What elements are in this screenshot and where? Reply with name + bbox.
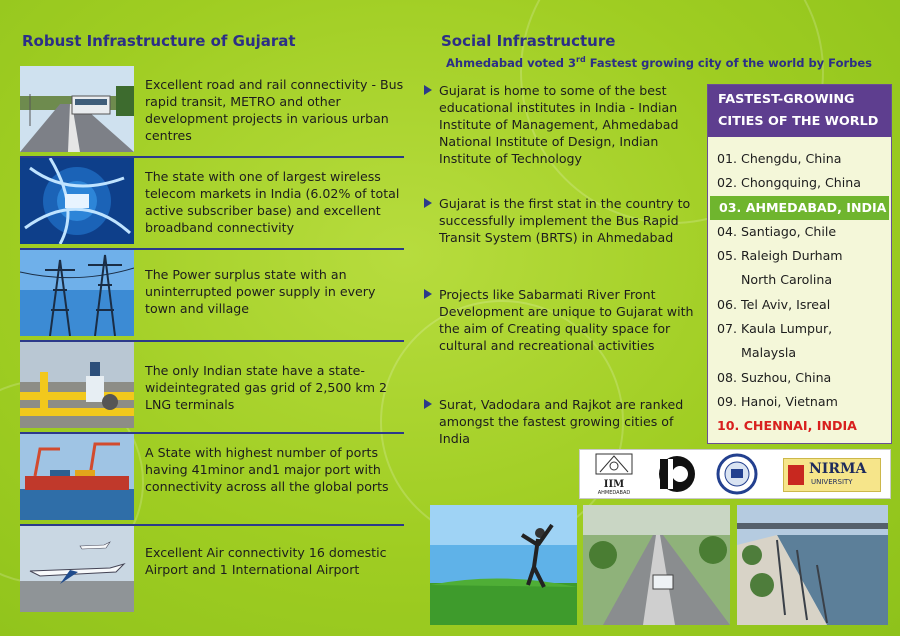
infra-text-ports: A State with highest number of ports having 41minor and1 major port with connectivity across all the global ports — [145, 445, 389, 494]
infra-text-telecom: The state with one of largest wireless telecom markets in India (6.02% of total active subscriber base) and excellent broadband connectivity — [145, 169, 400, 235]
city-item: Malaysla — [741, 345, 797, 361]
airplane-photo — [20, 526, 134, 612]
infra-row-gas — [20, 342, 404, 434]
city-item-red: 10. CHENNAI, INDIA — [717, 418, 857, 434]
infra-text-power: The Power surplus state with an uninterrupted power supply in every town and village — [145, 267, 376, 316]
city-item: 04. Santiago, Chile — [717, 223, 837, 239]
golfer-photo — [430, 505, 577, 625]
power-tower-photo — [20, 250, 134, 336]
infra-row-air — [20, 526, 404, 616]
arrow-icon — [424, 85, 432, 95]
arrow-icon — [424, 198, 432, 208]
fastest-growing-cities-panel — [707, 84, 892, 444]
infra-row-road — [20, 66, 404, 158]
brts-road-photo — [583, 505, 730, 625]
port-cranes-photo — [20, 434, 134, 520]
panel-heading: FASTEST-GROWING CITIES OF THE WORLD — [708, 85, 891, 137]
city-item: 06. Tel Aviv, Isreal — [717, 296, 831, 312]
city-item: 01. Chengdu, China — [717, 151, 842, 166]
arrow-icon — [424, 399, 432, 409]
highway-bus-photo — [20, 66, 134, 152]
forbes-subtitle: Ahmedabad voted 3rd Fastest growing city of the world by Forbes — [446, 55, 873, 70]
bullet-education: Gujarat is home to some of the best educational institutes in India - Indian Institute of Management, Ahmedabad National Institute of Design, Indian Institute of Technology — [424, 82, 694, 167]
city-item: 07. Kaula Lumpur, — [717, 321, 833, 337]
bullet-cities: Surat, Vadodara and Rajkot are ranked amongst the fastest growing cities of India — [424, 396, 694, 447]
gas-pipeline-photo — [20, 342, 134, 428]
bullet-riverfront: Projects like Sabarmati River Front Development are unique to Gujarat with the aim of Creating quality space for cultural and recreational activities — [424, 286, 694, 354]
network-cables-photo — [20, 158, 134, 244]
infra-text-air: Excellent Air connectivity 16 domestic Airport and 1 International Airport — [145, 545, 387, 577]
left-section-title: Robust Infrastructure of Gujarat — [22, 32, 296, 50]
city-item-highlight: 03. AHMEDABAD, INDIA — [710, 196, 889, 220]
university-seal-logo — [716, 453, 758, 495]
city-item: 09. Hanoi, Vietnam — [717, 393, 838, 409]
infra-row-ports — [20, 434, 404, 526]
right-section-title: Social Infrastructure — [441, 32, 616, 50]
riverfront-photo — [737, 505, 888, 625]
city-item: 08. Suzhou, China — [717, 369, 832, 385]
city-item: North Carolina — [741, 272, 833, 288]
infra-text-gas: The only Indian state have a state-wideintegrated gas grid of 2,500 km 2 LNG terminals — [145, 363, 387, 412]
nirma-logo: NIRMA UNIVERSITY — [783, 458, 881, 492]
city-item: 02. Chongquing, China — [717, 175, 861, 191]
nid-logo — [654, 453, 696, 495]
infra-row-telecom — [20, 158, 404, 250]
infra-text-road: Excellent road and rail connectivity - Bus rapid transit, METRO and other development projects in various urban centres — [145, 77, 404, 143]
infra-row-power — [20, 250, 404, 342]
iim-logo: IIM AHMEDABAD — [588, 452, 640, 496]
bullet-brts: Gujarat is the first stat in the country to successfully implement the Bus Rapid Transit System (BRTS) in Ahmedabad — [424, 195, 694, 246]
institute-logos — [579, 449, 891, 499]
city-item: 05. Raleigh Durham — [717, 248, 843, 264]
arrow-icon — [424, 289, 432, 299]
